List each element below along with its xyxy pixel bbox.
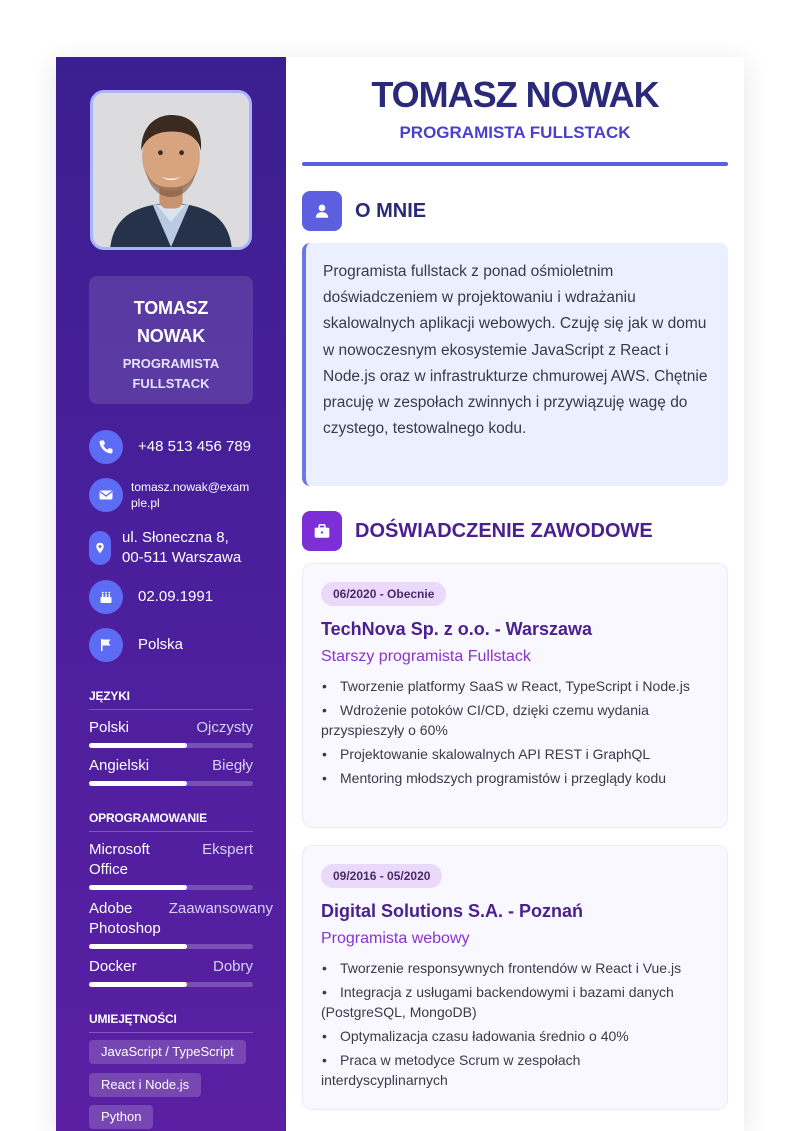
- list-item: • Optymalizacja czasu ładowania średnio o 40%: [322, 1028, 629, 1044]
- contact-email: [89, 478, 251, 512]
- software-item: [89, 957, 253, 987]
- experience-item: [302, 563, 728, 828]
- phone-text: +48 513 456 789: [138, 438, 252, 455]
- contact-birthdate: [89, 580, 213, 614]
- email-text: tomasz.nowak@example.pl: [131, 480, 250, 510]
- contact-address: [89, 528, 241, 568]
- language-level-fill: [89, 781, 187, 786]
- software-level-fill: [89, 944, 187, 949]
- language-name: Angielski: [89, 757, 150, 774]
- experience-bullets: [321, 958, 709, 1090]
- experience-section-title: [302, 511, 653, 551]
- software-name-line1: Microsoft: [89, 841, 150, 858]
- list-item: • Tworzenie responsywnych frontendów w React i Vue.js: [322, 960, 682, 976]
- envelope-icon: [89, 478, 123, 512]
- sidebar-first-name: TOMASZ: [133, 298, 209, 318]
- software-level: Dobry: [212, 958, 253, 975]
- sidebar: [56, 57, 286, 1131]
- address-line1: ul. Słoneczna 8,: [122, 529, 229, 546]
- about-heading: O MNIE: [355, 199, 427, 222]
- software-level-bar: [89, 885, 253, 890]
- header: [302, 75, 728, 143]
- header-divider: [302, 162, 728, 166]
- contact-country: [89, 628, 183, 662]
- skills-heading: UMIEJĘTNOŚCI: [89, 1012, 253, 1033]
- experience-bullets: [321, 676, 709, 788]
- software-item: [89, 840, 253, 890]
- language-level-bar: [89, 743, 253, 748]
- software-name: [89, 840, 150, 880]
- list-item: • Mentoring młodszych programistów i przeglądy kodu: [322, 770, 667, 786]
- software-level-bar: [89, 944, 253, 949]
- list-item: • Integracja z usługami backendowymi i bazami danych (PostgreSQL, MongoDB): [321, 984, 674, 1020]
- profile-photo: [90, 90, 252, 250]
- main-content: [286, 57, 744, 1131]
- user-icon: [302, 191, 342, 231]
- briefcase-icon: [302, 511, 342, 551]
- list-item: • Praca w metodyce Scrum w zespołach interdyscyplinarnych: [321, 1052, 581, 1088]
- language-level-fill: [89, 743, 187, 748]
- experience-company: Digital Solutions S.A. - Poznań: [321, 901, 584, 921]
- experience-position: Programista webowy: [321, 930, 470, 947]
- software-item: [89, 899, 273, 949]
- sidebar-title-line1: PROGRAMISTA: [122, 356, 220, 371]
- sidebar-name-box: [89, 276, 253, 404]
- languages-heading: JĘZYKI: [89, 689, 253, 710]
- software-name: Docker: [89, 958, 137, 975]
- list-item: • Projektowanie skalowalnych API REST i GraphQL: [322, 746, 651, 762]
- list-item: • Wdrożenie potoków CI/CD, dzięki czemu wydania przyspieszyły o 60%: [321, 702, 649, 738]
- about-section-title: [302, 191, 426, 231]
- language-level-bar: [89, 781, 253, 786]
- skill-tag: React i Node.js: [89, 1073, 201, 1097]
- sidebar-last-name: NOWAK: [137, 326, 205, 346]
- experience-dates: 09/2016 - 05/2020: [321, 864, 442, 888]
- list-item: • Tworzenie platformy SaaS w React, TypeScript i Node.js: [322, 678, 690, 694]
- job-title: PROGRAMISTA FULLSTACK: [399, 123, 631, 142]
- software-level: Ekspert: [202, 841, 253, 858]
- contact-phone: [89, 430, 251, 464]
- language-item: [89, 718, 253, 748]
- software-name: [89, 899, 161, 939]
- software-level-fill: [89, 982, 187, 987]
- experience-company: TechNova Sp. z o.o. - Warszawa: [321, 619, 593, 639]
- resume-page: [56, 57, 744, 1131]
- experience-dates: 06/2020 - Obecnie: [321, 582, 446, 606]
- language-level: Biegły: [212, 757, 253, 774]
- experience-heading: DOŚWIADCZENIE ZAWODOWE: [355, 519, 653, 542]
- experience-item: [302, 845, 728, 1110]
- software-level-fill: [89, 885, 187, 890]
- experience-position: Starszy programista Fullstack: [321, 648, 531, 665]
- full-name: TOMASZ NOWAK: [371, 74, 659, 115]
- skill-tag: Python: [89, 1105, 153, 1129]
- address-line2: 00-511 Warszawa: [122, 549, 242, 566]
- software-name-line1: Adobe: [89, 900, 133, 917]
- software-level: Zaawansowany: [168, 900, 273, 917]
- sidebar-title-line2: FULLSTACK: [132, 376, 210, 391]
- software-name-line2: Photoshop: [89, 920, 161, 937]
- address-text: [122, 528, 241, 568]
- country-text: Polska: [138, 636, 184, 653]
- cake-icon: [89, 580, 123, 614]
- birthdate-text: 02.09.1991: [138, 588, 214, 605]
- map-pin-icon: [89, 531, 111, 565]
- software-level-bar: [89, 982, 253, 987]
- flag-icon: [89, 628, 123, 662]
- language-level: Ojczysty: [196, 719, 253, 736]
- software-heading: OPROGRAMOWANIE: [89, 811, 253, 832]
- software-name-line2: Office: [89, 861, 128, 878]
- portrait-image: [93, 93, 249, 247]
- language-name: Polski: [89, 719, 130, 736]
- skill-tag: JavaScript / TypeScript: [89, 1040, 246, 1064]
- language-item: [89, 756, 253, 786]
- about-text: Programista fullstack z ponad ośmioletnim doświadczeniem w projektowaniu i wdrażaniu skalowalnych aplikacji webowych. Czuję się jak w domu w nowoczesnym ekosystemie JavaScript z React i Node.js oraz w infrastrukturze chmurowej AWS. Chętnie pracuję w zespołach zwinnych i przywiązuję wagę do czystego, testowalnego kodu.: [302, 243, 728, 486]
- phone-icon: [89, 430, 123, 464]
